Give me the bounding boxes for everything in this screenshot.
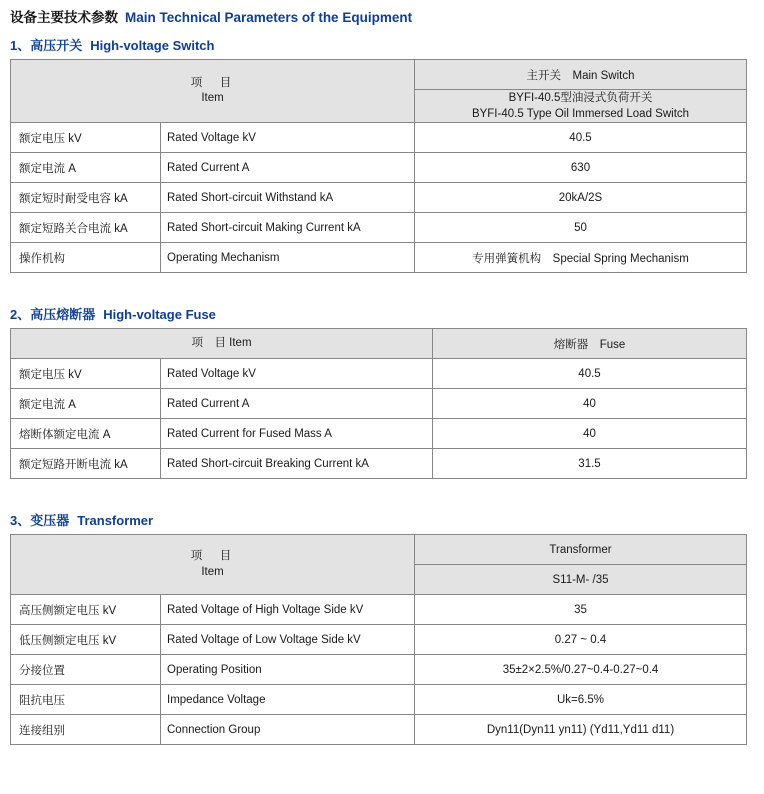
row-value: 40.5 xyxy=(415,123,747,153)
row-label-cn: 额定短路开断电流 kA xyxy=(11,449,161,479)
switch-model-en: BYFI-40.5 Type Oil Immersed Load Switch xyxy=(471,108,690,121)
header-cell-transformer-model: S11-M- /35 xyxy=(415,565,747,595)
section-3-heading-cn: 3、变压器 xyxy=(10,513,70,529)
page-title xyxy=(0,0,764,26)
header-item-en: Item xyxy=(201,92,224,105)
table-row xyxy=(11,595,747,625)
table-header-row xyxy=(11,535,747,565)
row-value: Dyn11(Dyn11 yn11) (Yd11,Yd11 d11) xyxy=(415,715,747,745)
page-title-en: Main Technical Parameters of the Equipment xyxy=(125,10,413,25)
row-label-cn: 额定电流 A xyxy=(11,389,161,419)
row-label-cn: 阻抗电压 xyxy=(11,685,161,715)
section-2-heading-cn: 2、高压熔断器 xyxy=(10,307,96,323)
row-label-cn: 高压侧额定电压 kV xyxy=(11,595,161,625)
section-1-heading-cn: 1、高压开关 xyxy=(10,38,83,53)
row-label-en: Rated Voltage kV xyxy=(161,123,415,153)
table-high-voltage-fuse xyxy=(10,328,747,479)
switch-model-cn: BYFI-40.5型油浸式负荷开关 xyxy=(508,92,653,104)
row-label-en: Connection Group xyxy=(161,715,415,745)
row-label-en: Rated Voltage of High Voltage Side kV xyxy=(161,595,415,625)
row-value: 31.5 xyxy=(433,449,747,479)
row-label-en: Rated Short-circuit Making Current kA xyxy=(161,213,415,243)
table-row xyxy=(11,715,747,745)
table-row xyxy=(11,123,747,153)
section-heading-high-voltage-switch xyxy=(0,26,764,59)
row-label-en: Rated Current A xyxy=(161,389,433,419)
section-1-heading-en: High-voltage Switch xyxy=(90,38,215,53)
row-label-cn: 熔断体额定电流 A xyxy=(11,419,161,449)
row-value: 40.5 xyxy=(433,359,747,389)
table-transformer xyxy=(10,534,747,745)
table-row xyxy=(11,389,747,419)
row-value: 35 xyxy=(415,595,747,625)
row-label-en: Rated Voltage of Low Voltage Side kV xyxy=(161,625,415,655)
row-label-cn: 额定电压 kV xyxy=(11,359,161,389)
header-cell-item: 项 目 Item xyxy=(11,329,433,359)
row-label-cn: 额定短时耐受电容 kA xyxy=(11,183,161,213)
row-label-en: Rated Current A xyxy=(161,153,415,183)
section-spacer xyxy=(0,479,764,501)
table-row xyxy=(11,243,747,273)
row-label-cn: 额定电流 A xyxy=(11,153,161,183)
row-value: 50 xyxy=(415,213,747,243)
row-label-cn: 低压侧额定电压 kV xyxy=(11,625,161,655)
row-label-cn: 操作机构 xyxy=(11,243,161,273)
row-value: 35±2×2.5%/0.27~0.4-0.27~0.4 xyxy=(415,655,747,685)
row-label-cn: 额定电压 kV xyxy=(11,123,161,153)
section-spacer xyxy=(0,273,764,295)
header-cell-fuse: 熔断器 Fuse xyxy=(433,329,747,359)
row-value: 0.27 ~ 0.4 xyxy=(415,625,747,655)
section-2-heading-en: High-voltage Fuse xyxy=(103,307,216,323)
section-heading-high-voltage-fuse xyxy=(0,295,764,328)
table-high-voltage-switch xyxy=(10,59,747,273)
row-value: 专用弹簧机构 Special Spring Mechanism xyxy=(415,243,747,273)
header-item-cn: 项 目 xyxy=(190,76,235,89)
table-header-row xyxy=(11,60,747,90)
header-cell-main-switch: 主开关 Main Switch xyxy=(415,60,747,90)
row-value: 630 xyxy=(415,153,747,183)
header-cell-item xyxy=(11,60,415,123)
table-row xyxy=(11,153,747,183)
table-row xyxy=(11,419,747,449)
header-item-en: Item xyxy=(201,565,224,578)
row-value: 20kA/2S xyxy=(415,183,747,213)
row-label-cn: 额定短路关合电流 kA xyxy=(11,213,161,243)
row-label-en: Rated Voltage kV xyxy=(161,359,433,389)
table-row xyxy=(11,183,747,213)
table-row xyxy=(11,213,747,243)
row-label-en: Rated Short-circuit Withstand kA xyxy=(161,183,415,213)
row-label-en: Operating Position xyxy=(161,655,415,685)
row-label-en: Impedance Voltage xyxy=(161,685,415,715)
table-row xyxy=(11,655,747,685)
section-heading-transformer xyxy=(0,501,764,534)
row-value: Uk=6.5% xyxy=(415,685,747,715)
row-label-cn: 连接组别 xyxy=(11,715,161,745)
row-label-cn: 分接位置 xyxy=(11,655,161,685)
section-3-heading-en: Transformer xyxy=(77,513,154,529)
header-cell-transformer: Transformer xyxy=(415,535,747,565)
table-header-row xyxy=(11,329,747,359)
table-row xyxy=(11,685,747,715)
row-value: 40 xyxy=(433,389,747,419)
header-item-cn: 项 目 xyxy=(190,550,235,563)
table-row xyxy=(11,625,747,655)
row-value: 40 xyxy=(433,419,747,449)
row-label-en: Rated Short-circuit Breaking Current kA xyxy=(161,449,433,479)
table-row xyxy=(11,359,747,389)
header-cell-item xyxy=(11,535,415,595)
page-title-cn: 设备主要技术参数 xyxy=(10,10,118,25)
header-cell-main-switch-model xyxy=(415,90,747,123)
table-row xyxy=(11,449,747,479)
row-label-en: Operating Mechanism xyxy=(161,243,415,273)
row-label-en: Rated Current for Fused Mass A xyxy=(161,419,433,449)
